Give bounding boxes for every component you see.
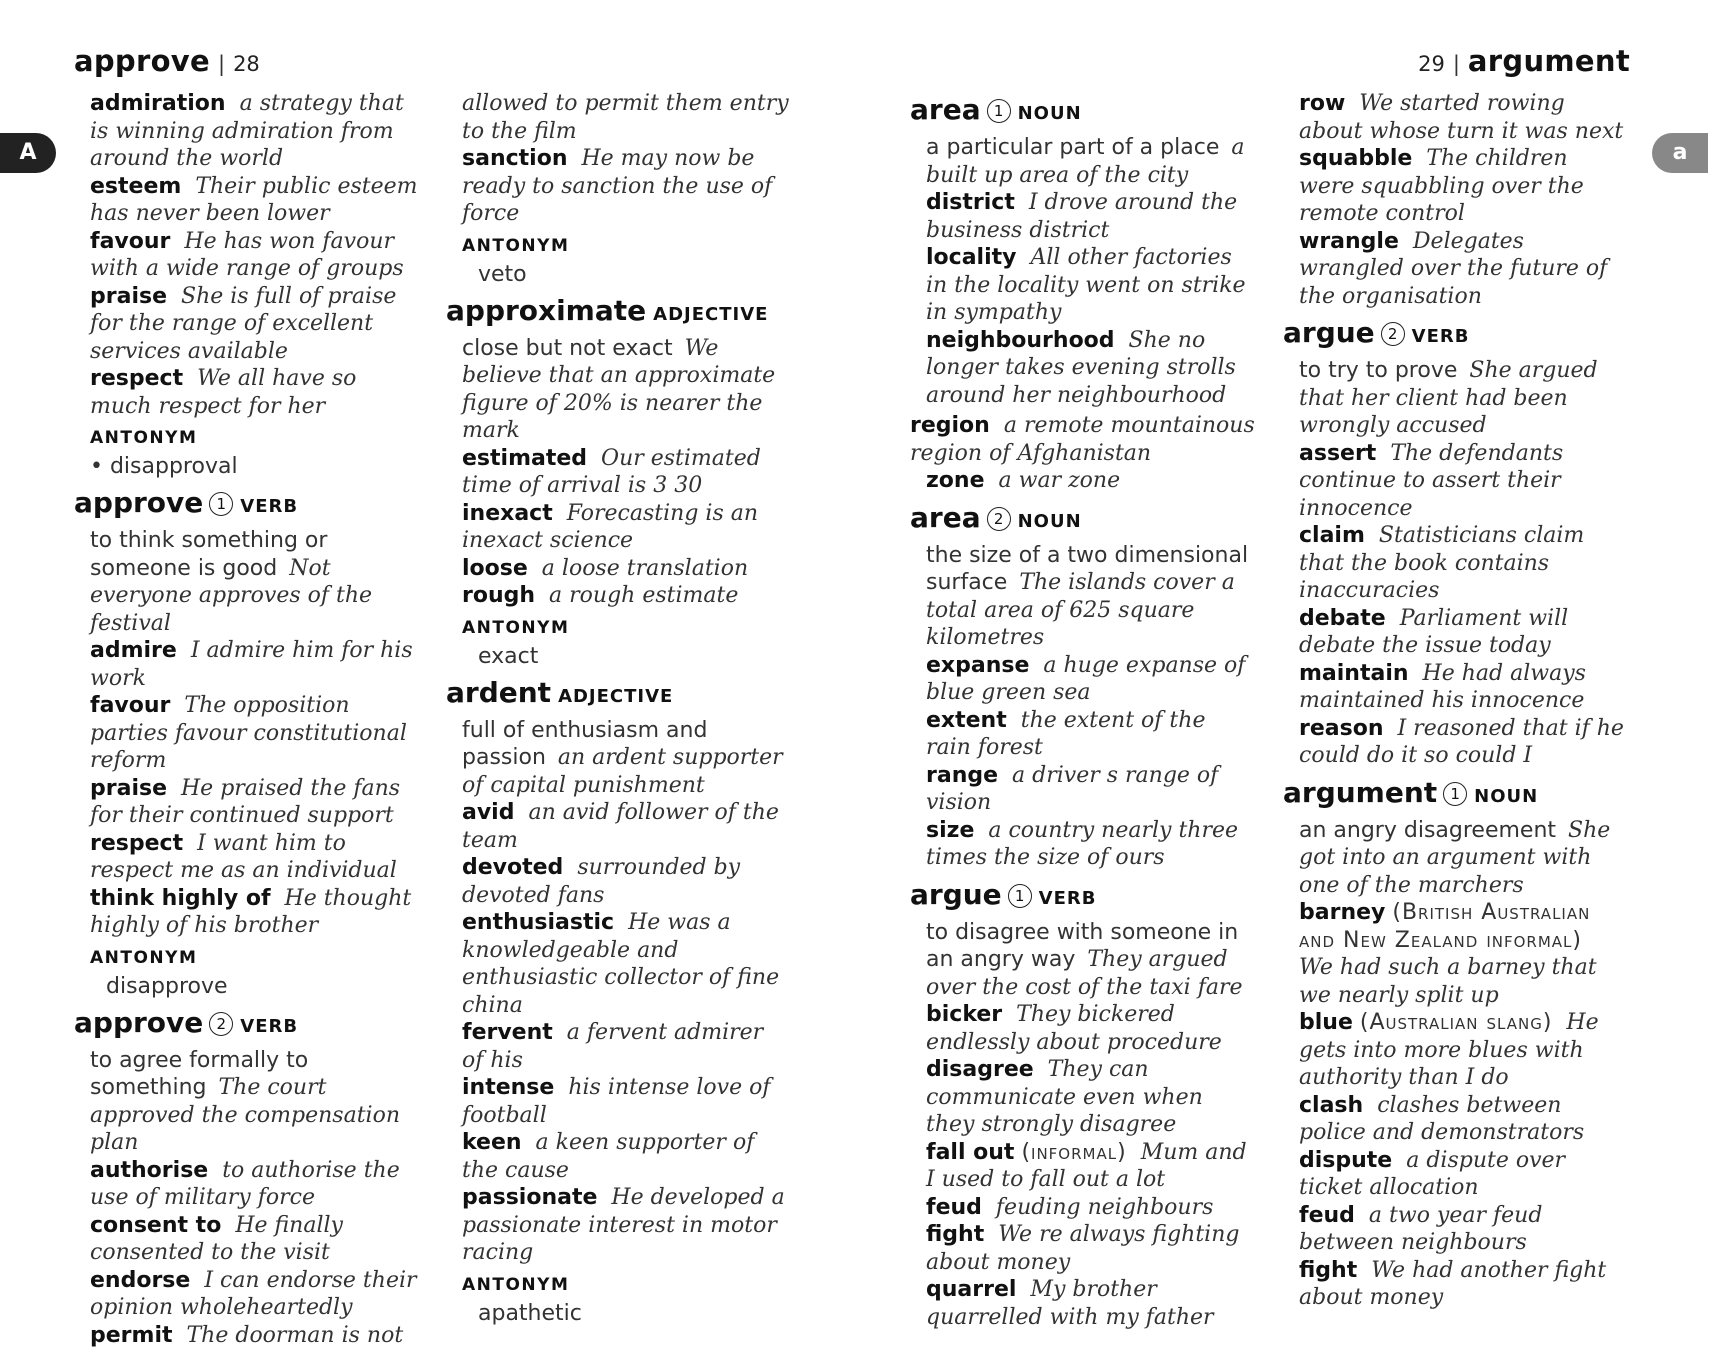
column-2 [446,90,791,1330]
usage-label: (Australian slang) [1359,1010,1553,1035]
headword: argue [1283,316,1375,349]
synonym-line [74,90,419,173]
example-text: He had always maintained his innocence [1299,660,1586,713]
dictionary-entry [446,90,791,288]
synonym-word: consent to [90,1212,222,1238]
synonym-line [1283,605,1628,660]
example-text: He has won favour with a wide range of groups [90,228,404,281]
dictionary-entry [446,291,791,670]
sense-number: 1 [1443,782,1467,806]
example-text: I reasoned that if he could do it so could I [1299,715,1624,768]
example-text: He finally consented to the visit [90,1212,343,1265]
example-text: He praised the fans for their continued support [90,775,401,828]
definition-example: a built up area of the city [926,135,1245,188]
running-headword: approve [74,44,210,78]
example-text: Their public esteem has never been lower [90,173,418,226]
synonym-word: fight [926,1222,985,1247]
synonym-line [1283,145,1628,228]
example-text: Forecasting is an inexact science [462,500,759,553]
definition [74,1047,419,1157]
synonym-word: enthusiastic [462,910,615,935]
example-text: He developed a passionate interest in motor racing [462,1185,785,1265]
definition [910,919,1255,1002]
synonym-word: permit [90,1322,173,1348]
entry-headword-line [910,90,1255,134]
header-separator: | [217,52,226,76]
definition-text: to try to prove [1299,358,1458,383]
synonym-word: fall out [926,1139,1015,1165]
dictionary-entry [1283,773,1628,1312]
synonym-word: quarrel [926,1277,1017,1302]
example-text: My brother quarrelled with my father [926,1277,1214,1330]
synonym-line [910,1139,1255,1194]
example-text: a country nearly three times the size of ours [926,817,1239,870]
example-text: a two year feud between neighbours [1299,1202,1543,1255]
example-text: a strategy that is winning admiration from around the world [90,91,404,171]
synonym-line [910,244,1255,327]
headword: argue [910,877,1002,911]
synonym-word: extent [926,707,1007,733]
synonym-word: size [926,817,975,843]
example-text: a keen supporter of the cause [462,1130,755,1183]
synonym-word: dispute [1299,1147,1393,1173]
synonym-word: range [926,762,999,788]
synonym-line [446,1129,791,1184]
synonym-word: bicker [926,1002,1003,1027]
entry-headword-line [1283,313,1628,357]
continued-example [446,90,791,145]
synonym-word: fervent [462,1020,553,1045]
example-text: The defendants continue to assert their innocence [1299,440,1564,521]
column-3 [910,90,1255,1334]
part-of-speech: VERB [240,1015,299,1037]
definition-example: She argued that her client had been wrongly accused [1299,358,1598,438]
example-text: a remote mountainous region of Afghanistan [910,413,1255,466]
antonym-heading: ANTONYM [462,617,570,638]
sense-number: 2 [1381,322,1405,346]
page-header-left [74,44,260,78]
entry-headword-line [74,1003,419,1047]
synonym-line [74,830,419,885]
synonym-word: neighbourhood [926,327,1115,353]
synonym-line [910,817,1255,872]
column-1 [74,90,419,1352]
part-of-speech: NOUN [1017,510,1082,532]
dictionary-entry [74,483,419,1000]
entry-headword-line [446,291,791,335]
synonym-line [446,854,791,909]
part-of-speech: NOUN [1474,785,1539,807]
synonym-word: sanction [462,146,568,171]
example-text: All other factories in the locality went on strike in sympathy [926,245,1246,325]
example-text: The doorman is not [186,1322,404,1348]
synonym-word: avid [462,800,515,825]
synonym-word: praise [90,775,167,801]
synonym-line [1283,1202,1628,1257]
synonym-word: inexact [462,500,553,526]
sense-number: 2 [209,1012,233,1036]
example-text: She no longer takes evening strolls around her neighbourhood [926,327,1236,408]
synonym-line [1283,1009,1628,1092]
headword: area [910,500,981,534]
synonym-line [1283,440,1628,523]
part-of-speech: NOUN [1017,103,1082,124]
synonym-word: barney [1299,900,1386,925]
synonym-word: reason [1299,715,1384,741]
synonym-word: expanse [926,652,1030,678]
example-text: He was a knowledgeable and enthusiastic collector of fine china [462,910,780,1018]
synonym-line [910,1194,1255,1222]
synonym-word: feud [926,1194,982,1220]
dictionary-entry [74,1003,419,1350]
synonym-line [74,637,419,692]
antonym-value: veto [478,261,527,287]
synonym-line [74,1157,419,1212]
entry-headword-line [446,673,791,717]
example-text: We re always fighting about money [926,1222,1240,1275]
definition-example: The islands cover a total area of 625 square kilometres [926,570,1235,650]
antonym-value: disapprove [106,973,228,999]
example-text: a war zone [998,468,1121,493]
headword: ardent [446,675,552,709]
definition-text: to agree formally to something [90,1047,309,1100]
example-text: I drove around the business district [926,190,1238,243]
headword: approximate [446,293,647,327]
definition-text: full of enthusiasm and passion [462,717,708,770]
example-text: a fervent admirer of his [462,1020,764,1073]
dictionary-entry [910,875,1255,1332]
synonym-word: district [926,190,1015,215]
sense-number: 1 [209,492,233,516]
synonym-line [910,762,1255,817]
example-text: Our estimated time of arrival is 3 30 [462,445,761,498]
synonym-line [74,228,419,283]
example-text: surrounded by devoted fans [462,855,741,908]
example-text: I admire him for his work [90,638,413,691]
page-number: 29 [1418,52,1445,76]
example-text: We had such a barney that we nearly split up [1299,955,1597,1008]
synonym-line [446,1019,791,1074]
synonym-line [446,1184,791,1267]
synonym-line [1283,90,1628,145]
definition-text: a particular part of a place [926,135,1220,160]
entry-headword-line [910,875,1255,919]
headword: area [910,93,981,126]
dictionary-entry [446,673,791,1327]
headword: argument [1283,775,1438,809]
example-text: Delegates wrangled over the future of the organisation [1299,228,1608,309]
definition [1283,817,1628,900]
example-text: his intense love of football [462,1075,771,1128]
part-of-speech: VERB [240,496,299,517]
dictionary-entry [910,90,1255,409]
example-text: a huge expanse of blue green sea [926,652,1246,705]
example-text: clashes between police and demonstrators [1299,1092,1585,1145]
synonym-line [910,1221,1255,1276]
synonym-word: admire [90,638,177,663]
example-text: an avid follower of the team [462,800,779,853]
example-text: We started rowing about whose turn it was next [1299,91,1624,144]
thumb-index-tab-left: A [0,133,56,173]
synonym-line [910,1001,1255,1056]
synonym-line [74,173,419,228]
synonym-word: endorse [90,1267,191,1293]
synonym-word: zone [926,468,985,493]
part-of-speech: ADJECTIVE [558,685,674,707]
dictionary-entry [74,90,419,480]
synonym-word: row [1299,91,1346,116]
headword: approve [74,1005,204,1039]
sense-number: 2 [987,507,1011,531]
synonym-line [74,1212,419,1267]
definition [74,527,419,637]
synonym-word: estimated [462,445,588,471]
headword: approve [74,486,204,519]
antonym-heading: ANTONYM [90,947,198,968]
synonym-line [910,467,1255,495]
synonym-line [910,1056,1255,1139]
example-text: They bickered endlessly about procedure [926,1002,1222,1055]
synonym-line [1283,715,1628,770]
entry-headword-line [910,498,1255,542]
synonym-word: praise [90,283,167,309]
definition-text: to think something or someone is good [90,528,328,581]
dictionary-entry [910,498,1255,872]
synonym-word: intense [462,1075,555,1100]
example-text: He gets into more blues with authority than I do [1299,1010,1599,1090]
part-of-speech: VERB [1038,887,1097,909]
example-text: Mum and I used to fall out a lot [926,1139,1247,1192]
definition [1283,357,1628,440]
example-text: allowed to permit them entry to the film [462,91,789,144]
synonym-word: loose [462,555,528,581]
synonym-line [1283,660,1628,715]
synonym-word: squabble [1299,146,1413,171]
example-text: We had another fight about money [1299,1257,1607,1310]
synonym-word: clash [1299,1092,1364,1118]
antonym-heading: ANTONYM [462,1274,570,1295]
column-4 [1283,90,1628,1315]
synonym-line [74,283,419,366]
synonym-line [74,885,419,940]
synonym-line [1283,228,1628,311]
synonym-word: region [910,413,990,438]
sense-number: 1 [987,99,1011,123]
synonym-line [910,412,1255,467]
synonym-line [1283,522,1628,605]
synonym-word: locality [926,245,1017,270]
synonym-word: assert [1299,440,1377,466]
page-number: 28 [233,52,260,76]
example-text: a dispute over ticket allocation [1299,1147,1566,1200]
dictionary-entry [910,412,1255,495]
definition-example: They argued over the cost of the taxi fare [926,947,1243,1000]
definition-text: to disagree with someone in an angry way [926,919,1239,972]
example-text: I can endorse their opinion wholeheartedly [90,1267,417,1320]
synonym-word: respect [90,366,184,391]
example-text: She is full of praise for the range of excellent services available [90,283,397,364]
definition [910,134,1255,189]
synonym-line [910,707,1255,762]
usage-label: (British Australian and New Zealand informal) [1299,900,1591,953]
synonym-word: blue [1299,1010,1353,1035]
entry-headword-line [74,483,419,527]
definition-example: She got into an argument with one of the marchers [1299,817,1611,898]
antonym-heading: ANTONYM [90,428,198,448]
synonym-word: admiration [90,91,226,116]
synonym-line [446,145,791,228]
definition [910,542,1255,652]
synonym-line [446,582,791,610]
synonym-line [74,692,419,775]
header-separator: | [1452,52,1460,76]
sense-number: 1 [1008,884,1032,908]
synonym-word: debate [1299,605,1386,631]
synonym-line [910,327,1255,410]
synonym-word: claim [1299,523,1365,548]
part-of-speech: VERB [1411,326,1470,347]
example-text: The opposition parties favour constitutional reform [90,693,407,773]
example-text: We all have so much respect for her [90,366,357,419]
synonym-word: rough [462,583,536,608]
synonym-word: respect [90,830,184,856]
example-text: He may now be ready to sanction the use of force [462,146,773,226]
antonym-value: • disapproval [90,454,238,479]
dictionary-entry [1283,313,1628,770]
synonym-line [74,775,419,830]
synonym-line [1283,1147,1628,1202]
synonym-word: devoted [462,855,564,880]
definition-text: the size of a two dimensional surface [926,542,1249,595]
definition [446,717,791,800]
synonym-line [446,555,791,583]
example-text: They can communicate even when they strongly disagree [926,1057,1203,1137]
entry-headword-line [1283,773,1628,817]
synonym-line [446,500,791,555]
example-text: He thought highly of his brother [90,885,412,938]
synonym-line [1283,1092,1628,1147]
example-text: I want him to respect me as an individual [90,830,397,883]
synonym-word: keen [462,1130,522,1155]
example-text: to authorise the use of military force [90,1157,400,1210]
example-text: a rough estimate [549,583,739,608]
synonym-word: disagree [926,1057,1034,1082]
example-text: the extent of the rain forest [926,707,1206,760]
definition-example: We believe that an approximate figure of 20% is nearer the mark [462,335,776,443]
example-text: feuding neighbours [995,1194,1214,1220]
example-text: The children were squabbling over the remote control [1299,146,1584,226]
synonym-line [74,365,419,420]
synonym-word: favour [90,693,171,718]
example-text: Statisticians claim that the book contains inaccuracies [1299,523,1585,603]
synonym-line [1283,899,1628,1009]
synonym-word: maintain [1299,660,1409,686]
synonym-word: favour [90,228,171,254]
synonym-line [74,1267,419,1322]
synonym-line [74,1322,419,1350]
synonym-word: feud [1299,1202,1355,1228]
synonym-line [446,445,791,500]
synonym-line [446,909,791,1019]
synonym-word: esteem [90,173,182,199]
synonym-word: think highly of [90,885,271,911]
example-text: a loose translation [541,555,749,581]
page-header-right [1418,44,1630,78]
antonym-heading: ANTONYM [462,235,570,256]
synonym-line [446,799,791,854]
thumb-index-tab-right: a [1652,133,1708,173]
part-of-speech: ADJECTIVE [653,303,769,325]
definition-example: Not everyone approves of the festival [90,555,373,636]
example-text: a driver s range of vision [926,762,1219,815]
definition-example: an ardent supporter of capital punishment [462,745,783,798]
definition-example: The court approved the compensation plan [90,1075,400,1155]
synonym-line [446,1074,791,1129]
synonym-line [1283,1257,1628,1312]
synonym-word: fight [1299,1257,1358,1283]
dictionary-entry [1283,90,1628,310]
synonym-line [910,1276,1255,1331]
usage-label: (informal) [1021,1139,1127,1165]
definition [446,335,791,445]
synonym-word: passionate [462,1185,598,1210]
antonym-value: apathetic [478,1300,582,1326]
synonym-word: authorise [90,1157,209,1183]
example-text: Parliament will debate the issue today [1299,605,1569,658]
synonym-line [910,652,1255,707]
synonym-word: wrangle [1299,228,1399,254]
antonym-value: exact [478,643,539,669]
running-headword: argument [1467,44,1630,78]
synonym-line [910,189,1255,244]
definition-text: close but not exact [462,335,673,361]
definition-text: an angry disagreement [1299,817,1557,843]
